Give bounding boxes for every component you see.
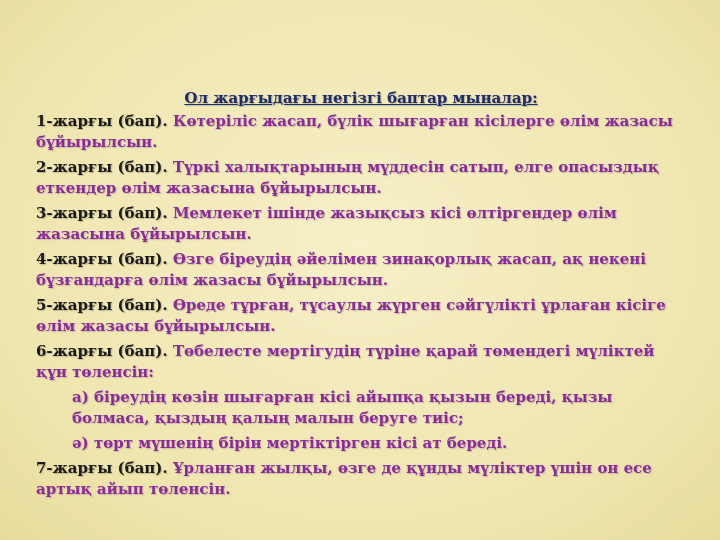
- article-label: 3-жарғы (бап).: [36, 204, 168, 222]
- article-4: [36, 249, 686, 291]
- article-label: 5-жарғы (бап).: [36, 296, 168, 314]
- article-text: Көтеріліс жасап, бүлік шығарған кісілерге өлім жазасы бұйырылсын.: [36, 112, 673, 151]
- article-text: Өзге біреудің әйелімен зинақорлық жасап, ақ некені бұзғандарға өлім жазасы бұйырылсын.: [36, 250, 646, 289]
- article-2: [36, 157, 686, 199]
- article-text: Төбелесте мертігудің түріне қарай төмендегі мүліктей құн төленсін:: [36, 342, 655, 381]
- article-text: Түркі халықтарының мүддесін сатып, елге опасыздық еткендер өлім жазасына бұйырылсын.: [36, 158, 659, 197]
- article-text: Өреде тұрған, тұсаулы жүрген сәйгүлікті ұрлаған кісіге өлім жазасы бұйырылсын.: [36, 296, 666, 335]
- article-text: Мемлекет ішінде жазықсыз кісі өлтіргендер өлім жазасына бұйырылсын.: [36, 204, 617, 243]
- article-label: 2-жарғы (бап).: [36, 158, 168, 176]
- article-5: [36, 295, 686, 337]
- article-label: 6-жарғы (бап).: [36, 342, 168, 360]
- slide-content: [36, 88, 686, 504]
- slide-title: Ол жарғыдағы негізгі баптар мыналар:: [184, 89, 538, 107]
- article-1: [36, 111, 686, 153]
- sub-item-b: ә) төрт мүшенің бірін мертіктірген кісі ат береді.: [72, 434, 508, 452]
- article-label: 1-жарғы (бап).: [36, 112, 168, 130]
- article-text: Ұрланған жылқы, өзге де құнды мүліктер үшін он есе артық айып төленсін.: [36, 459, 652, 498]
- sub-item-a: а) біреудің көзін шығарған кісі айыпқа қызын береді, қызы болмаса, қыздың қалың малын беруге тиіс;: [72, 388, 613, 427]
- article-6: [36, 341, 686, 383]
- article-label: 4-жарғы (бап).: [36, 250, 168, 268]
- article-label: 7-жарғы (бап).: [36, 459, 168, 477]
- article-7: [36, 458, 686, 500]
- article-3: [36, 203, 686, 245]
